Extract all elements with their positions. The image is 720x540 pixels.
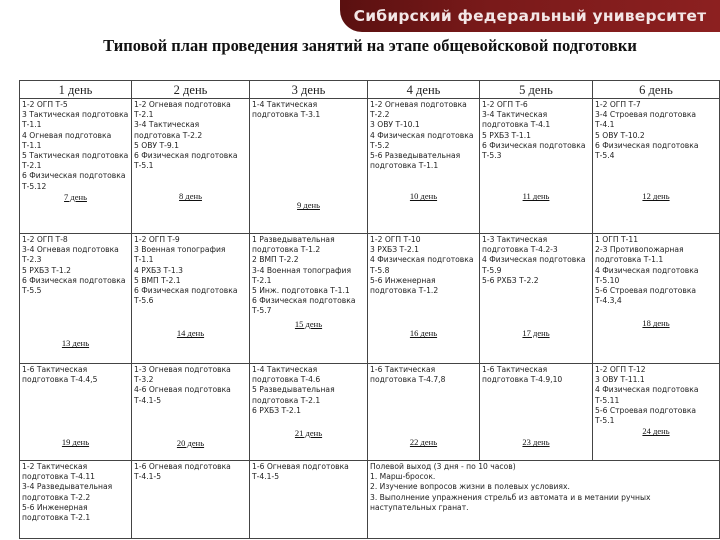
schedule-cell (250, 99, 368, 234)
header-day-1: 1 день (20, 81, 132, 99)
day-label: 14 день (176, 328, 205, 339)
cell-text: 1-2 ОГП Т-9 3 Военная топография Т-1.1 4 РХБЗ Т-1.3 5 ВМП Т-2.1 6 Физическая подготовка Т-5.6 (134, 235, 238, 306)
cell-text: 1-2 Тактическая подготовка Т-4.11 3-4 Разведывательная подготовка Т-2.2 5-6 Инженерная подготовка Т-2.1 (22, 462, 113, 523)
cell-text: 1-6 Огневая подготовка Т-4.1-5 (134, 462, 231, 482)
day-label: 17 день (522, 328, 550, 339)
cell-text: 1 ОГП Т-11 2-3 Противопожарная подготовка Т-1.1 4 Физическая подготовка Т-5.10 5-6 Строевая подготовка Т-4.3,4 (595, 235, 699, 306)
schedule-cell (480, 364, 593, 461)
day-label: 12 день (642, 191, 670, 202)
schedule-cell (20, 234, 132, 364)
schedule-cell (368, 234, 480, 364)
table-row (20, 234, 720, 364)
cell-text: 1-3 Тактическая подготовка Т-4.2-3 4 Физическая подготовка Т-5.9 5-6 РХБЗ Т-2.2 (482, 235, 586, 285)
day-label: 21 день (294, 428, 323, 439)
schedule-cell (593, 99, 720, 234)
cell-text: 1-2 ОГП Т-5 3 Тактическая подготовка Т-1.1 4 Огневая подготовка Т-1.1 5 Тактическая подготовка Т-2.1 6 Физическая подготовка Т-5.12 (22, 100, 129, 191)
page-title: Типовой план проведения занятий на этапе общевойсковой подготовки (103, 36, 637, 55)
table-row (20, 99, 720, 234)
cell-text: 1-2 ОГП Т-10 3 РХБЗ Т-2.1 4 Физическая подготовка Т-5.8 5-6 Инженерная подготовка Т-1.2 (370, 235, 474, 296)
day-label: 24 день (642, 426, 670, 437)
schedule-cell (480, 234, 593, 364)
day-label: 19 день (61, 437, 90, 448)
day-label: 7 день (64, 191, 87, 202)
cell-text: 1-2 Огневая подготовка Т-2.1 3-4 Тактическая подготовка Т-2.2 5 ОВУ Т-9.1 6 Физическая подготовка Т-5.1 (134, 100, 238, 171)
cell-text: 1 Разведывательная подготовка Т-1.2 2 ВМП Т-2.2 3-4 Военная топография Т-2.1 5 Инж. подготовка Т-1.1 6 Физическая подготовка Т-5.7 (252, 235, 356, 316)
day-label: 8 день (179, 191, 202, 202)
cell-text: 1-2 ОГП Т-8 3-4 Огневая подготовка Т-2.3 5 РХБЗ Т-1.2 6 Физическая подготовка Т-5.5 (22, 235, 126, 296)
university-banner: Сибирский федеральный университет (340, 0, 720, 32)
schedule-cell (20, 99, 132, 234)
cell-text: 1-2 ОГП Т-6 3-4 Тактическая подготовка Т-4.1 5 РХБЗ Т-1.1 6 Физическая подготовка Т-5.3 (482, 100, 586, 161)
cell-text: 1-6 Тактическая подготовка Т-4.7,8 (370, 365, 446, 385)
schedule-cell (132, 364, 250, 461)
header-day-6: 6 день (593, 81, 720, 99)
schedule-cell (132, 99, 250, 234)
cell-text: 1-6 Тактическая подготовка Т-4.9,10 (482, 365, 563, 385)
day-label: 20 день (176, 437, 205, 448)
schedule-cell (132, 234, 250, 364)
schedule-cell (593, 234, 720, 364)
schedule-cell (250, 461, 368, 539)
field-exit-text: Полевой выход (3 дня - по 10 часов) 1. Марш-бросок. 2. Изучение вопросов жизни в полевых условиях. 3. Выполнение упражнения стрельб из автомата и в метании ручных наступательных гранат. (370, 462, 651, 512)
day-label: 10 день (409, 191, 438, 202)
schedule-cell (132, 461, 250, 539)
schedule-cell (250, 234, 368, 364)
day-label: 9 день (297, 200, 320, 211)
header-day-2: 2 день (132, 81, 250, 99)
cell-text: 1-2 ОГП Т-12 3 ОВУ Т-11.1 4 Физическая подготовка Т-5.11 5-6 Строевая подготовка Т-5.1 (595, 365, 699, 426)
schedule-cell (368, 364, 480, 461)
cell-text: 1-2 ОГП Т-7 3-4 Строевая подготовка Т-4.1 5 ОВУ Т-10.2 6 Физическая подготовка Т-5.4 (595, 100, 699, 161)
day-label: 23 день (522, 437, 550, 448)
training-plan-table (19, 80, 720, 539)
cell-text: 1-3 Огневая подготовка Т-3.2 4-6 Огневая подготовка Т-4.1-5 (134, 365, 231, 405)
schedule-cell (20, 461, 132, 539)
cell-text: 1-6 Тактическая подготовка Т-4.4,5 (22, 365, 98, 385)
schedule-cell (593, 364, 720, 461)
table-row (20, 461, 720, 539)
header-day-3: 3 день (250, 81, 368, 99)
cell-text: 1-6 Огневая подготовка Т-4.1-5 (252, 462, 349, 482)
header-day-4: 4 день (368, 81, 480, 99)
day-label: 11 день (522, 191, 550, 202)
field-exit-cell (368, 461, 720, 539)
table-header-row (20, 81, 720, 99)
schedule-cell (250, 364, 368, 461)
schedule-cell (20, 364, 132, 461)
day-label: 22 день (409, 437, 438, 448)
cell-text: 1-4 Тактическая подготовка Т-4.6 5 Разведывательная подготовка Т-2.1 6 РХБЗ Т-2.1 (252, 365, 335, 415)
table-row (20, 364, 720, 461)
header-day-5: 5 день (480, 81, 593, 99)
day-label: 16 день (409, 328, 438, 339)
day-label: 18 день (642, 318, 670, 329)
day-label: 13 день (61, 338, 90, 349)
cell-text: 1-4 Тактическая подготовка Т-3.1 (252, 100, 321, 120)
schedule-cell (480, 99, 593, 234)
day-label: 15 день (294, 318, 323, 329)
cell-text: 1-2 Огневая подготовка Т-2.2 3 ОВУ Т-10.1 4 Физическая подготовка Т-5.2 5-6 Разведывательная подготовка Т-1.1 (370, 100, 474, 171)
schedule-cell (368, 99, 480, 234)
